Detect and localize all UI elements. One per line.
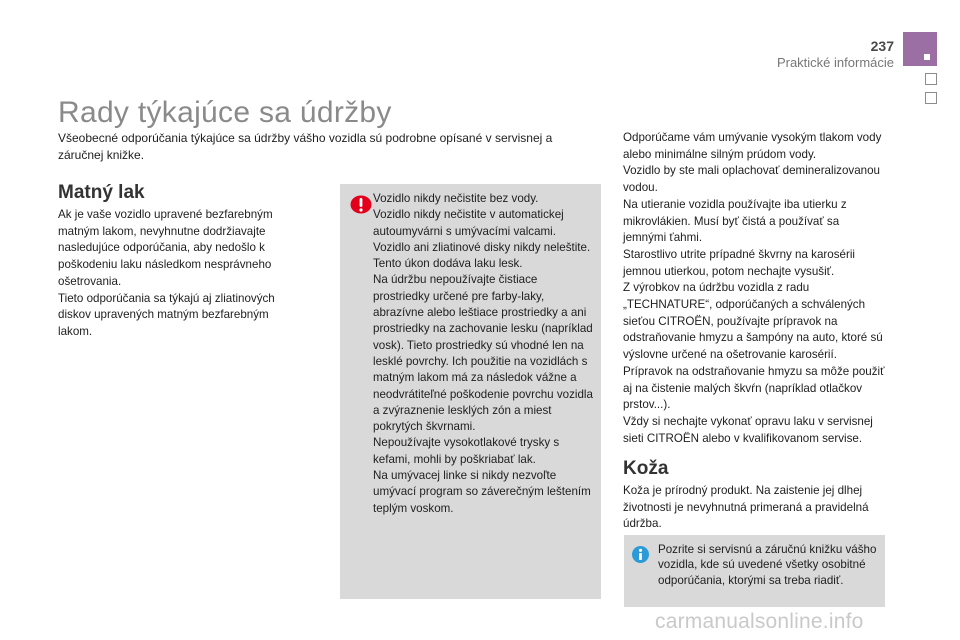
info-icon [632, 546, 649, 563]
leather-heading: Koža [623, 458, 669, 479]
page-title: Rady týkajúce sa údržby [58, 96, 392, 129]
warning-text: Vozidlo nikdy nečistite bez vody. Vozidlo nikdy nečistite v automatickej autoumyvárni s umývacími valcami. Vozidlo ani zliatinové disky nikdy neleštite. Tento úkon dodáva laku lesk. Na údržbu nepoužívajte čistiace prostriedky určené pre farby-laky, abrazívne alebo leštiace prostriedky a ani prostriedky na zachovanie lesku (napríklad vosk). Tieto prostriedky sú vhodné len na lesklé povrchy. Ich použitie na vozidlách s matným lakom má za následok vážne a neodvrátiteľné poškodenie povrchu vozidla a zvýraznenie lesklých zón a miest pokrytých škvrnami. Nepoužívajte vysokotlakové trysky s kefami, mohli by poškriabať lak. Na umývacej linke si nikdy nezvoľte umývací program so záverečným leštením teplým voskom. [373, 192, 593, 515]
matte-paint-heading: Matný lak [58, 182, 145, 203]
exclamation-icon [350, 195, 372, 214]
matte-paint-text: Ak je vaše vozidlo upravené bezfarebným matným lakom, nevyhnutne dodržiavajte nasledujúce odporúčania, aby nedošlo k poškodeniu laku následkom nesprávneho ošetrovania. Tieto odporúčania sa týkajú aj zliatinových diskov upravených matným bezfarebným lakom. [58, 208, 275, 338]
section-tab-active[interactable] [903, 32, 937, 66]
watermark: carmanualsonline.info [655, 610, 864, 633]
section-name: Praktické informácie [776, 55, 894, 70]
warning-box [340, 184, 601, 599]
info-text: Pozrite si servisnú a záručnú knižku vášho vozidla, kde sú uvedené všetky osobitné odporúčania, ktorými sa treba riadiť. [658, 543, 877, 587]
intro-text: Všeobecné odporúčania týkajúce sa údržby vášho vozidla sú podrobne opísané v servisnej a záručnej knižke. [58, 131, 553, 162]
page-number: 237 [870, 38, 894, 54]
tab-marker-icon [924, 54, 930, 60]
washing-advice-text: Odporúčame vám umývanie vysokým tlakom vody alebo minimálne silným prúdom vody. Vozidlo by ste mali oplachovať demineralizovanou vodou. Na utieranie vozidla používajte iba utierku z mikrovlákien. Musí byť čistá a používať sa jemnými ťahmi. Starostlivo utrite prípadné škvrny na karosérii jemnou utierkou, potom nechajte vysušiť. Z výrobkov na údržbu vozidla z radu „TECHNATURE“, odporúčaných a schválených sieťou CITROËN, používajte prípravok na odstraňovanie hmyzu a šampóny na auto, ktoré sú výslovne určené na ošetrovanie karosérií. Prípravok na odstraňovanie hmyzu sa môže použiť aj na čistenie malých škvŕn (napríklad otlačkov prstov...). Vždy si nechajte vykonať opravu laku v servisnej sieti CITROËN alebo v kvalifikovanom servise. [623, 131, 885, 445]
info-box [624, 535, 885, 607]
section-tab[interactable] [925, 73, 937, 85]
leather-text: Koža je prírodný produkt. Na zaistenie jej dlhej životnosti je nevyhnutná primeraná a pravidelná údržba. [623, 484, 869, 531]
section-tab[interactable] [925, 92, 937, 104]
